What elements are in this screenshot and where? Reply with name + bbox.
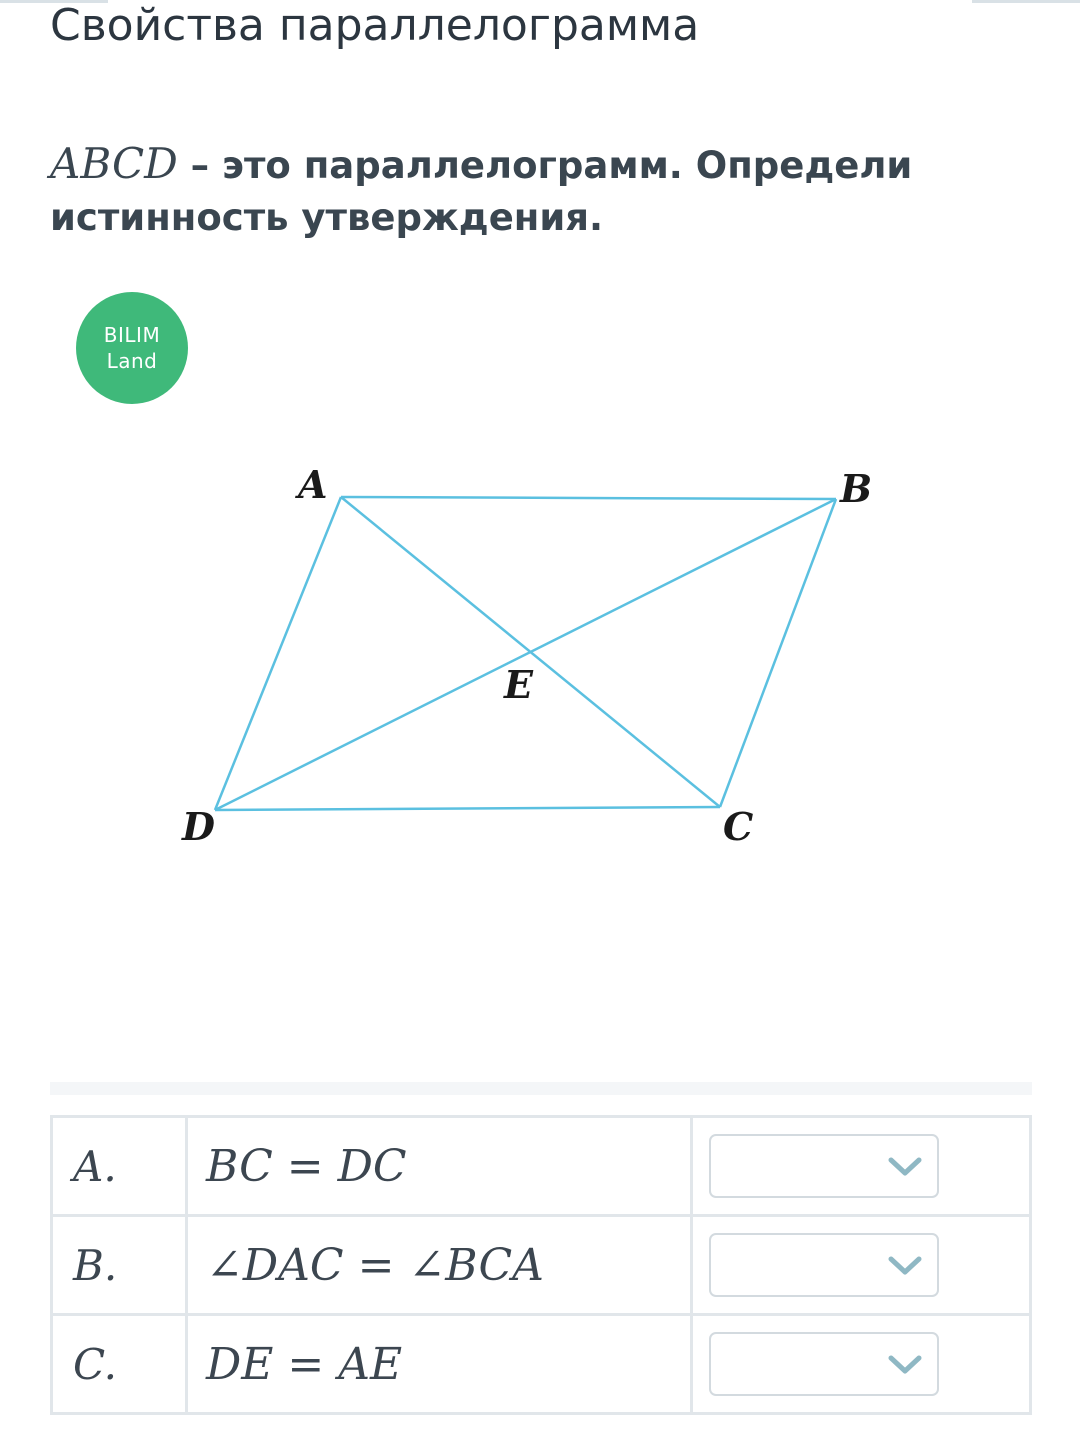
answer-cell	[692, 1117, 1031, 1216]
statements-table	[50, 1115, 1032, 1415]
table-row	[52, 1117, 1031, 1216]
answer-dropdown[interactable]	[709, 1233, 939, 1297]
diagonal-bd	[215, 499, 836, 810]
chevron-down-icon	[887, 1156, 923, 1178]
statement-formula: BC = DC	[187, 1117, 692, 1216]
answer-cell	[692, 1216, 1031, 1315]
chevron-down-icon	[887, 1255, 923, 1277]
statement-formula: DE = AE	[187, 1315, 692, 1414]
parallelogram-figure	[170, 450, 890, 860]
side-ab	[341, 497, 836, 499]
question-math: ABCD	[50, 139, 178, 188]
chevron-down-icon	[887, 1354, 923, 1376]
point-label-e: E	[504, 662, 533, 707]
question-text	[50, 138, 1010, 244]
side-cd	[215, 807, 720, 810]
question-body: – это параллелограмм. Определи истинность утверждения.	[50, 144, 913, 239]
answer-cell	[692, 1315, 1031, 1414]
point-label-d: D	[182, 804, 215, 849]
logo-line-2: Land	[106, 349, 158, 373]
answer-dropdown[interactable]	[709, 1332, 939, 1396]
top-strip-right	[972, 0, 1080, 3]
statement-letter: A.	[52, 1117, 187, 1216]
table-row	[52, 1315, 1031, 1414]
point-label-a: A	[298, 462, 328, 507]
point-label-b: B	[840, 466, 873, 511]
section-separator	[50, 1082, 1032, 1095]
answer-dropdown[interactable]	[709, 1134, 939, 1198]
statement-formula: ∠DAC = ∠BCA	[187, 1216, 692, 1315]
page-title: Свойства параллелограмма	[50, 0, 700, 51]
parallelogram-diagram	[170, 450, 890, 860]
statement-letter: B.	[52, 1216, 187, 1315]
bilimland-logo	[76, 292, 188, 404]
side-bc	[720, 499, 836, 807]
statement-letter: C.	[52, 1315, 187, 1414]
side-da	[215, 497, 341, 810]
point-label-c: C	[723, 804, 754, 849]
logo-line-1: BILIM	[103, 323, 161, 347]
table-row	[52, 1216, 1031, 1315]
